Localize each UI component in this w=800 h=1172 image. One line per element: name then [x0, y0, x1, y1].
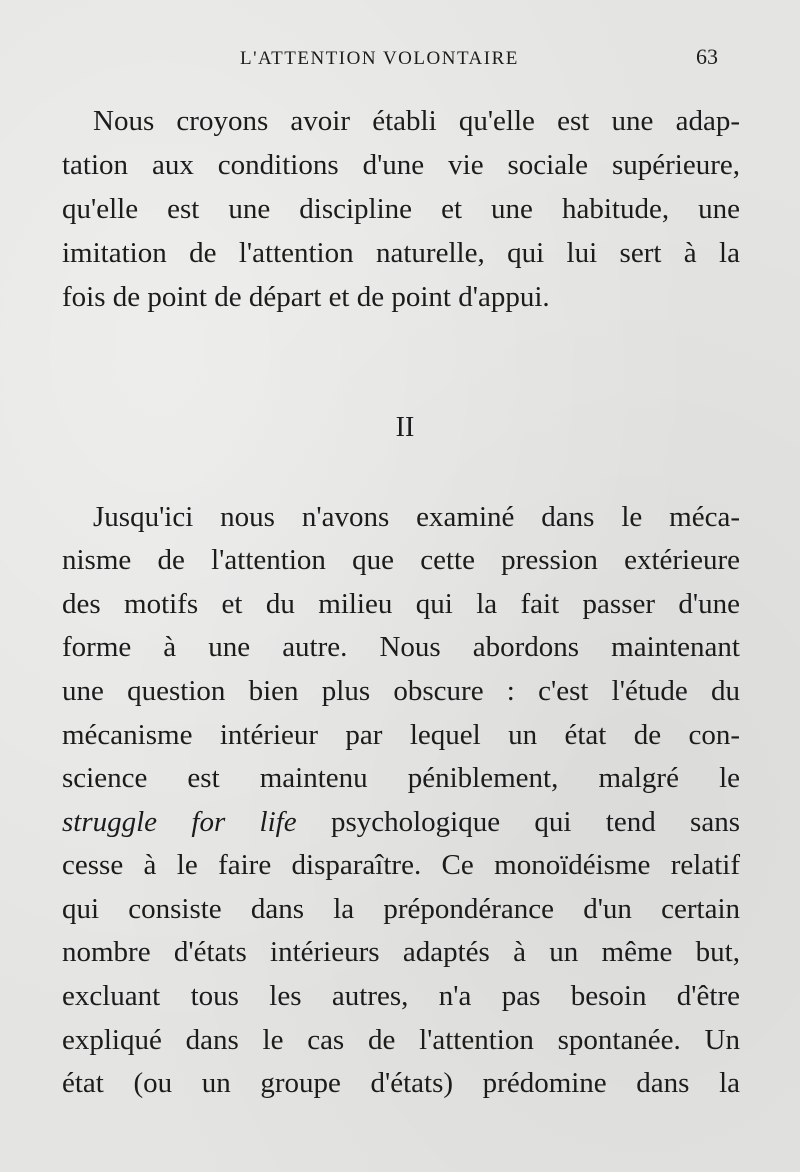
paragraph-2-line-9: cesse à le faire disparaître. Ce monoïdéisme relatif	[62, 849, 740, 881]
paragraph-2-line-5: une question bien plus obscure : c'est l'étude du	[62, 675, 740, 707]
running-head: L'ATTENTION VOLONTAIRE	[240, 48, 519, 69]
paragraph-2-line-10: qui consiste dans la prépondérance d'un certain	[62, 893, 740, 925]
paragraph-2-line-13: expliqué dans le cas de l'attention spontanée. Un	[62, 1024, 740, 1056]
italic-phrase: struggle for life	[62, 806, 297, 838]
paragraph-2-line-3: des motifs et du milieu qui la fait passer d'une	[62, 588, 740, 620]
paragraph-2-line-12: excluant tous les autres, n'a pas besoin d'être	[62, 980, 740, 1012]
paragraph-2-line-4: forme à une autre. Nous abordons maintenant	[62, 631, 740, 663]
paragraph-1-line-5: fois de point de départ et de point d'appui.	[62, 281, 550, 313]
paragraph-2-line-7: science est maintenu péniblement, malgré le	[62, 762, 740, 794]
paragraph-1-line-3: qu'elle est une discipline et une habitude, une	[62, 193, 740, 225]
paragraph-1-line-4: imitation de l'attention naturelle, qui lui sert à la	[62, 237, 740, 269]
paragraph-2-line-11: nombre d'états intérieurs adaptés à un même but,	[62, 936, 740, 968]
paragraph-2-line-14: état (ou un groupe d'états) prédomine dans la	[62, 1067, 740, 1099]
paragraph-2-line-2: nisme de l'attention que cette pression extérieure	[62, 544, 740, 576]
section-numeral: II	[395, 412, 415, 443]
paragraph-2-line-8	[62, 805, 740, 839]
paragraph-2-line-6: mécanisme intérieur par lequel un état de con-	[62, 719, 740, 751]
line-8-rest: psychologique qui tend sans	[296, 806, 740, 838]
page-number: 63	[696, 44, 718, 69]
paragraph-1-line-2: tation aux conditions d'une vie sociale supérieure,	[62, 149, 740, 181]
paragraph-1-line-1: Nous croyons avoir établi qu'elle est une adap-	[93, 105, 740, 137]
paragraph-2-line-1: Jusqu'ici nous n'avons examiné dans le méca-	[93, 501, 740, 533]
